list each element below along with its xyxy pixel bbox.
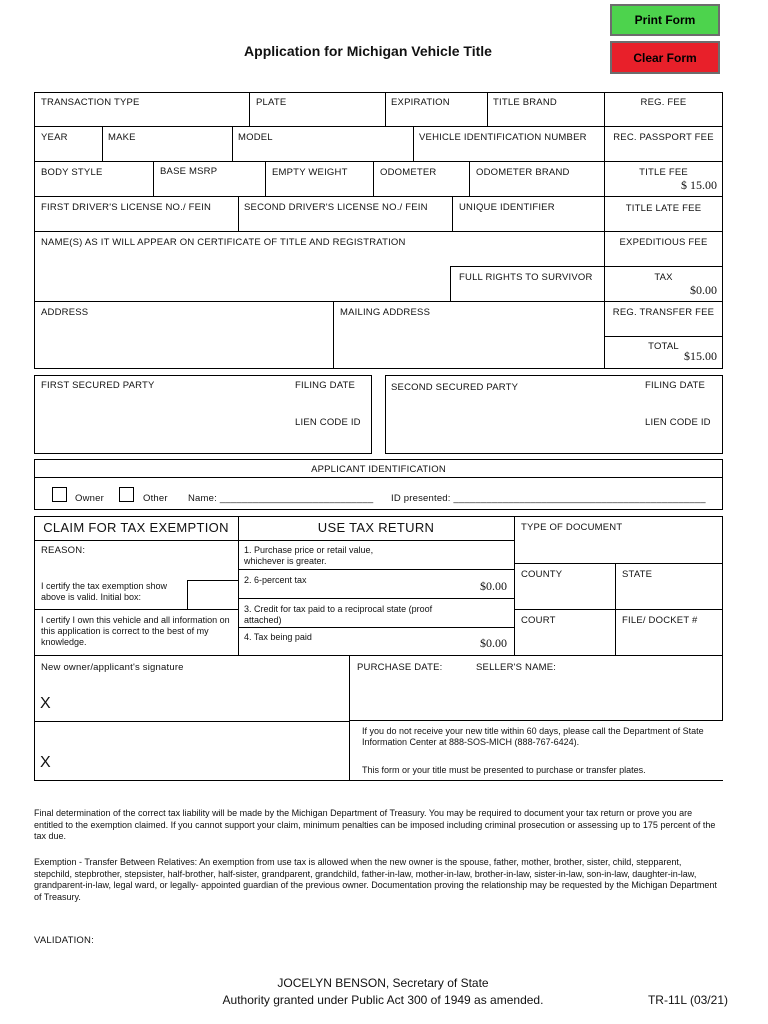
- county-field[interactable]: COUNTY: [521, 569, 563, 580]
- address-field[interactable]: ADDRESS: [41, 307, 89, 318]
- base-msrp-field[interactable]: BASE MSRP: [160, 166, 218, 177]
- six-percent-tax-value: $0.00: [480, 579, 507, 593]
- reciprocal-credit-item[interactable]: 3. Credit for tax paid to a reciprocal state (proof attached): [244, 604, 433, 625]
- tax-being-paid-value: $0.00: [480, 636, 507, 650]
- total-label: TOTAL: [648, 341, 679, 352]
- other-checkbox[interactable]: [119, 487, 134, 502]
- print-form-button[interactable]: Print Form: [610, 4, 720, 36]
- signature-section: [34, 656, 723, 781]
- title-brand-field[interactable]: TITLE BRAND: [493, 97, 557, 108]
- reg-transfer-fee-label: REG. TRANSFER FEE: [612, 307, 715, 318]
- validation-label: VALIDATION:: [34, 935, 94, 946]
- type-of-document-field[interactable]: TYPE OF DOCUMENT: [521, 522, 623, 533]
- tax-value: $0.00: [690, 283, 717, 297]
- first-secured-party-label: FIRST SECURED PARTY: [41, 380, 155, 391]
- second-lien-code-label: LIEN CODE ID: [645, 417, 711, 428]
- body-style-field[interactable]: BODY STYLE: [41, 167, 103, 178]
- initial-box[interactable]: [188, 581, 237, 608]
- odometer-brand-field[interactable]: ODOMETER BRAND: [476, 167, 570, 178]
- signature-x-2[interactable]: X: [40, 754, 51, 771]
- state-field[interactable]: STATE: [622, 569, 653, 580]
- title-notice-text: If you do not receive your new title within 60 days, please call the Department of State Information Center at 888-SOS-MICH (888-767-6424).: [362, 726, 704, 747]
- title-late-fee-label: TITLE LATE FEE: [625, 203, 702, 214]
- mailing-address-field[interactable]: MAILING ADDRESS: [340, 307, 431, 318]
- tax-liability-paragraph: Final determination of the correct tax liability will be made by the Michigan Department of Treasury. You may be required to document your tax return or prove you are entitled to the exemption claimed. If you cannot support your claim, minimum penalties can be imposed including criminal prosecution or assessing up to 175 percent of the tax due.: [34, 808, 716, 841]
- first-dl-field[interactable]: FIRST DRIVER'S LICENSE NO./ FEIN: [41, 202, 212, 213]
- signature-x-1[interactable]: X: [40, 695, 51, 712]
- reg-fee-label: REG. FEE: [640, 97, 687, 108]
- vin-field[interactable]: VEHICLE IDENTIFICATION NUMBER: [419, 132, 587, 143]
- year-field[interactable]: YEAR: [41, 132, 68, 143]
- transaction-type-field[interactable]: TRANSACTION TYPE: [41, 97, 140, 108]
- id-presented-field[interactable]: ID presented: ______________________________________________: [391, 493, 706, 504]
- plate-field[interactable]: PLATE: [256, 97, 287, 108]
- unique-identifier-field[interactable]: UNIQUE IDENTIFIER: [459, 202, 555, 213]
- second-filing-date-label: FILING DATE: [645, 380, 706, 391]
- make-field[interactable]: MAKE: [108, 132, 136, 143]
- reason-field[interactable]: REASON:: [41, 545, 86, 556]
- court-field[interactable]: COURT: [521, 615, 556, 626]
- secretary-of-state: JOCELYN BENSON, Secretary of State: [277, 976, 489, 990]
- file-docket-field[interactable]: FILE/ DOCKET #: [622, 615, 698, 626]
- second-secured-party-label: SECOND SECURED PARTY: [391, 382, 519, 393]
- full-rights-survivor-field[interactable]: FULL RIGHTS TO SURVIVOR: [459, 272, 593, 283]
- model-field[interactable]: MODEL: [238, 132, 273, 143]
- purchase-date-field[interactable]: PURCHASE DATE:: [357, 662, 443, 673]
- other-label: Other: [143, 493, 168, 504]
- plates-notice-text: This form or your title must be presented to purchase or transfer plates.: [362, 765, 646, 775]
- expiration-field[interactable]: EXPIRATION: [391, 97, 450, 108]
- first-lien-code-label: LIEN CODE ID: [295, 417, 361, 428]
- purchase-price-item[interactable]: 1. Purchase price or retail value, whichever is greater.: [244, 545, 374, 566]
- applicant-identification-header: APPLICANT IDENTIFICATION: [311, 464, 446, 475]
- form-number: TR-11L (03/21): [647, 993, 728, 1007]
- applicant-name-field[interactable]: Name: ____________________________: [188, 493, 374, 504]
- tax-label: TAX: [654, 272, 673, 283]
- title-fee-value: $ 15.00: [681, 178, 717, 192]
- first-filing-date-label: FILING DATE: [295, 380, 356, 391]
- clear-form-button[interactable]: Clear Form: [610, 41, 720, 74]
- certify-exemption-text: I certify the tax exemption show above is valid. Initial box:: [41, 581, 168, 602]
- applicant-signature-label: New owner/applicant's signature: [41, 662, 184, 673]
- title-fee-label: TITLE FEE: [639, 167, 688, 178]
- rec-passport-fee-label: REC. PASSPORT FEE: [613, 132, 714, 143]
- owner-label: Owner: [75, 493, 104, 504]
- owner-checkbox[interactable]: [52, 487, 67, 502]
- tax-being-paid-item: 4. Tax being paid: [244, 632, 312, 642]
- odometer-field[interactable]: ODOMETER: [380, 167, 437, 178]
- authority-statement: Authority granted under Public Act 300 of 1949 as amended.: [222, 993, 544, 1007]
- total-value: $15.00: [684, 349, 717, 363]
- expeditious-fee-label: EXPEDITIOUS FEE: [619, 237, 708, 248]
- form-title: Application for Michigan Vehicle Title: [244, 43, 492, 59]
- second-dl-field[interactable]: SECOND DRIVER'S LICENSE NO./ FEIN: [244, 202, 428, 213]
- title-names-field[interactable]: NAME(S) AS IT WILL APPEAR ON CERTIFICATE OF TITLE AND REGISTRATION: [41, 237, 406, 248]
- six-percent-tax-item: 2. 6-percent tax: [244, 575, 307, 585]
- certify-ownership-text: I certify I own this vehicle and all information on this application is correct to the best of my knowledge.: [41, 615, 230, 647]
- sellers-name-field[interactable]: SELLER'S NAME:: [476, 662, 557, 673]
- empty-weight-field[interactable]: EMPTY WEIGHT: [272, 167, 348, 178]
- relatives-exemption-paragraph: Exemption - Transfer Between Relatives: An exemption from use tax is allowed when the new owner is the spouse, father, mother, brother, sister, child, stepparent, stepchild, stepbrother, stepsister, half-brother, half-sister, grandparent, grandchild, father-in-law, mother-in-law, brother-in-law, sister-in-law, son-in-law, daughter-in-law, grandparent-in-law, legal ward, or legally- appointed guardian of the previous owner. Documentation proving the relationship may be requested by the Michigan Department of Treasury.: [34, 857, 717, 902]
- claim-exemption-header: CLAIM FOR TAX EXEMPTION: [43, 520, 229, 535]
- use-tax-return-header: USE TAX RETURN: [317, 520, 435, 535]
